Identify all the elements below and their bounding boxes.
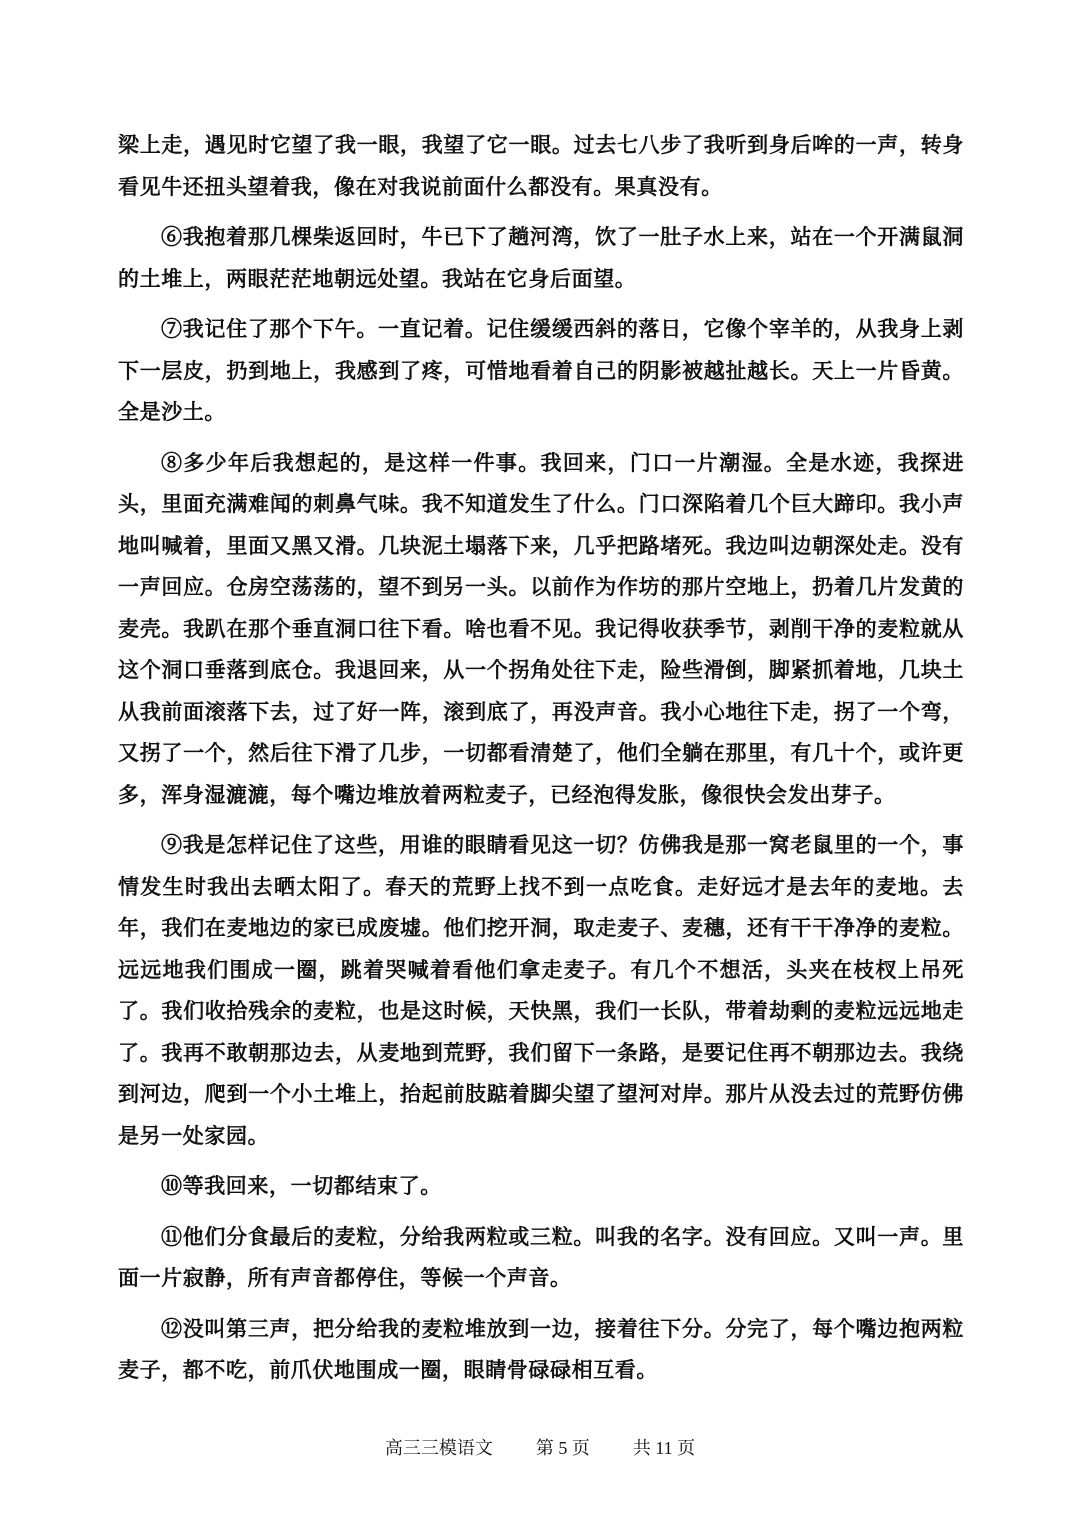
paragraph-continued: 梁上走，遇见时它望了我一眼，我望了它一眼。过去七八步了我听到身后哞的一声，转身看见牛还扭头望着我，像在对我说前面什么都没有。果真没有。 bbox=[118, 132, 964, 199]
paragraph-12: ⑫没叫第三声，把分给我的麦粒堆放到一边，接着往下分。分完了，每个嘴边抱两粒麦子，都不吃，前爪伏地围成一圈，眼睛骨碌碌相互看。 bbox=[118, 1315, 964, 1382]
paragraph-6: ⑥我抱着那几棵柴返回时，牛已下了趟河湾，饮了一肚子水上来，站在一个开满鼠洞的土堆上，两眼茫茫地朝远处望。我站在它身后面望。 bbox=[118, 224, 964, 291]
paragraph-8: ⑧多少年后我想起的，是这样一件事。我回来，门口一片潮湿。全是水迹，我探进头，里面充满难闻的刺鼻气味。我不知道发生了什么。门口深陷着几个巨大蹄印。我小声地叫喊着，里面又黑又滑。几块泥土塌落下来，几乎把路堵死。我边叫边朝深处走。没有一声回应。仓房空荡荡的，望不到另一头。以前作为作坊的那片空地上，扔着几片发黄的麦壳。我趴在那个垂直洞口往下看。啥也看不见。我记得收获季节，剥削干净的麦粒就从这个洞口垂落到底仓。我退回来，从一个拐角处往下走，险些滑倒，脚紧抓着地，几块土从我前面滚落下去，过了好一阵，滚到底了，再没声音。我小心地往下走，拐了一个弯，又拐了一个，然后往下滑了几步，一切都看清楚了，他们全躺在那里，有几十个，或许更多，浑身湿漉漉，每个嘴边堆放着两粒麦子，已经泡得发胀，像很快会发出芽子。 bbox=[118, 449, 964, 807]
page-footer bbox=[0, 1434, 1080, 1460]
paragraph-9: ⑨我是怎样记住了这些，用谁的眼睛看见这一切？仿佛我是那一窝老鼠里的一个，事情发生时我出去晒太阳了。春天的荒野上找不到一点吃食。走好远才是去年的麦地。去年，我们在麦地边的家已成废墟。他们挖开洞，取走麦子、麦穗，还有干干净净的麦粒。远远地我们围成一圈，跳着哭喊着看他们拿走麦子。有几个不想活，头夹在枝杈上吊死了。我们收拾残余的麦粒，也是这时候，天快黑，我们一长队，带着劫剩的麦粒远远地走了。我再不敢朝那边去，从麦地到荒野，我们留下一条路，是要记住再不朝那边去。我绕到河边，爬到一个小土堆上，抬起前肢踮着脚尖望了望河对岸。那片从没去过的荒野仿佛是另一处家园。 bbox=[118, 832, 964, 1148]
paragraph-7: ⑦我记住了那个下午。一直记着。记住缓缓西斜的落日，它像个宰羊的，从我身上剥下一层皮，扔到地上，我感到了疼，可惜地看着自己的阴影被越扯越长。天上一片昏黄。全是沙土。 bbox=[118, 316, 964, 424]
footer-total-pages: 共 11 页 bbox=[632, 1438, 696, 1458]
paragraph-10: ⑩等我回来，一切都结束了。 bbox=[161, 1173, 442, 1198]
article-body bbox=[118, 124, 964, 1400]
footer-exam-title: 高三三模语文 bbox=[384, 1438, 493, 1458]
footer-page-number: 第 5 页 bbox=[535, 1438, 590, 1458]
paragraph-11: ⑪他们分食最后的麦粒，分给我两粒或三粒。叫我的名字。没有回应。又叫一声。里面一片寂静，所有声音都停住，等候一个声音。 bbox=[118, 1223, 964, 1290]
